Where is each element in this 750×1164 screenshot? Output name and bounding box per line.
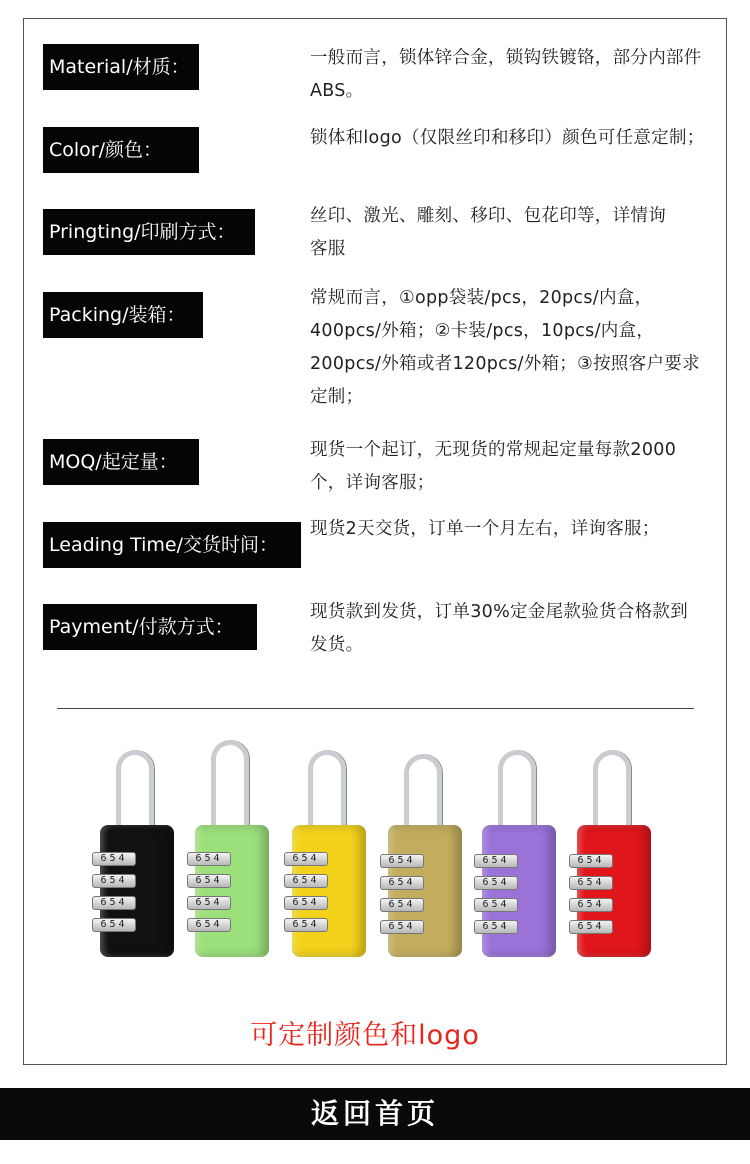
- padlock-gold: [378, 740, 458, 970]
- spec-value-payment: 现货款到发货，订单30%定金尾款验货合格款到发货。: [310, 602, 688, 655]
- padlock-body: [482, 825, 556, 957]
- padlock-dial: 654: [569, 876, 613, 890]
- padlock-green: [185, 740, 265, 970]
- padlock-red: [567, 740, 647, 970]
- padlock-body: [388, 825, 462, 957]
- spec-value-color: 锁体和logo（仅限丝印和移印）颜色可任意定制；: [310, 128, 705, 148]
- padlock-dial: 654: [284, 874, 328, 888]
- padlock-dial: 654: [92, 852, 136, 866]
- padlock-dial: 654: [92, 896, 136, 910]
- spec-label-material: Material/材质：: [43, 44, 199, 90]
- padlock-yellow: [282, 740, 362, 970]
- padlock-dial: 654: [380, 898, 424, 912]
- spec-value-material: 一般而言，锁体锌合金，锁钩铁镀铬，部分内部件ABS。: [310, 48, 702, 101]
- padlock-body: [195, 825, 269, 957]
- padlock-black: [90, 740, 170, 970]
- customize-caption: 可定制颜色和logo: [250, 1020, 480, 1051]
- padlock-dial: 654: [569, 920, 613, 934]
- spec-label-moq: MOQ/起定量：: [43, 439, 199, 485]
- spec-value-moq: 现货一个起订，无现货的常规起定量每款2000个，详询客服；: [310, 440, 677, 493]
- padlock-dial: 654: [187, 874, 231, 888]
- padlock-dial: 654: [187, 918, 231, 932]
- padlock-dial: 654: [380, 920, 424, 934]
- padlock-dial: 654: [569, 854, 613, 868]
- spec-label-leading-time: Leading Time/交货时间：: [43, 522, 301, 568]
- spec-label-color: Color/颜色：: [43, 127, 199, 173]
- padlock-dial: 654: [380, 854, 424, 868]
- padlock-body: [577, 825, 651, 957]
- padlock-dial: 654: [187, 852, 231, 866]
- spec-value-leading-time: 现货2天交货，订单一个月左右，详询客服；: [310, 519, 660, 539]
- padlock-body: [100, 825, 174, 957]
- padlock-dial: 654: [474, 920, 518, 934]
- padlock-dial: 654: [92, 918, 136, 932]
- section-divider: [57, 708, 694, 709]
- product-image-combination-locks: [90, 740, 670, 980]
- padlock-dial: 654: [474, 854, 518, 868]
- spec-value-printing: 丝印、激光、雕刻、移印、包花印等，详情询客服: [310, 206, 666, 259]
- back-to-home-button[interactable]: 返回首页: [0, 1088, 750, 1140]
- spec-label-payment: Payment/付款方式：: [43, 604, 257, 650]
- spec-label-packing: Packing/装箱：: [43, 292, 203, 338]
- spec-value-packing: 常规而言，①opp袋装/pcs，20pcs/内盒，400pcs/外箱；②卡装/pcs，10pcs/内盒，200pcs/外箱或者120pcs/外箱；③按照客户要求定制；: [310, 288, 700, 407]
- padlock-dial: 654: [380, 876, 424, 890]
- padlock-dial: 654: [474, 876, 518, 890]
- padlock-dial: 654: [284, 896, 328, 910]
- padlock-purple: [472, 740, 552, 970]
- padlock-dial: 654: [187, 896, 231, 910]
- padlock-body: [292, 825, 366, 957]
- padlock-dial: 654: [474, 898, 518, 912]
- spec-label-printing: Pringting/印刷方式：: [43, 209, 255, 255]
- padlock-dial: 654: [569, 898, 613, 912]
- padlock-dial: 654: [284, 918, 328, 932]
- padlock-dial: 654: [92, 874, 136, 888]
- padlock-dial: 654: [284, 852, 328, 866]
